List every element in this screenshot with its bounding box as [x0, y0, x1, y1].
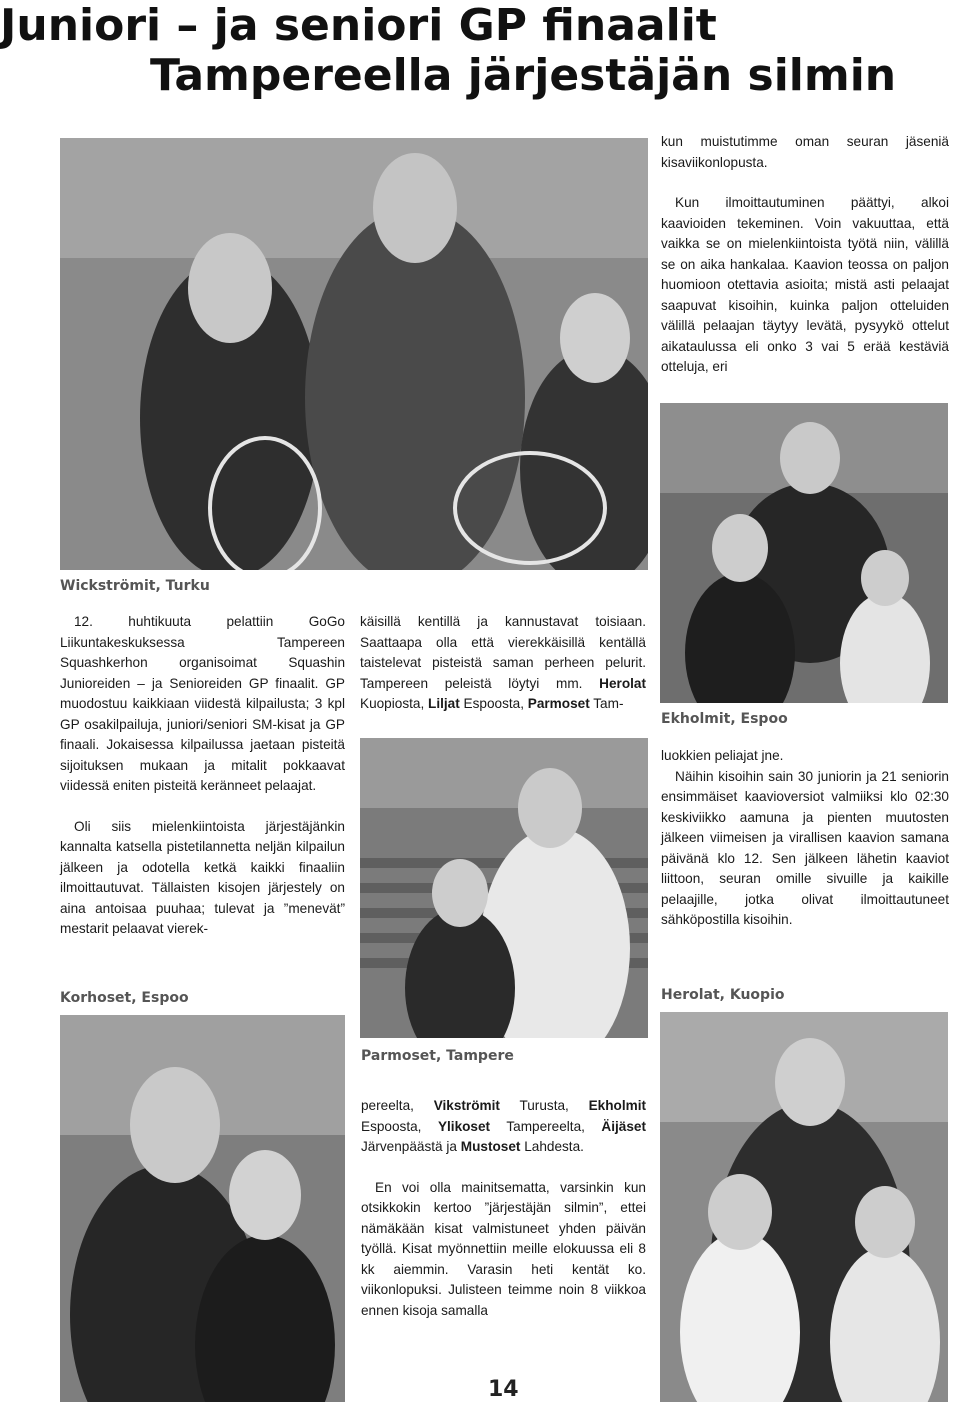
right-paragraph-3: luokkien peliajat jne.: [661, 748, 784, 763]
middle-text-a: käisillä kentillä ja kannustavat toisiaan. Saattaapa olla että vierekkäisillä kentällä taistelevat pisteistä saman perheen pelurit. Tampereen peleistä löytyi mm.: [360, 614, 646, 691]
right-column-top-text: [661, 132, 949, 378]
family-name-ekholmit: Ekholmit: [588, 1098, 646, 1113]
caption-herolat: Herolat, Kuopio: [661, 987, 785, 1003]
bottom-paragraph-1: [361, 1096, 646, 1158]
page-number: 14: [488, 1377, 519, 1402]
caption-ekholmit: Ekholmit, Espoo: [661, 711, 788, 727]
right-paragraph-4: Näihin kisoihin sain 30 juniorin ja 21 seniorin ensimmäiset kaavioversiot valmiiksi klo 02:30 keskiviikko aamuna ja pienten muutosten jälkeen viimeisen ja virallisen kaavion samana päivänä klo 12. Sen jälkeen lähetin kaaviot liittoon, seuran omille sivuille ja kaikille pelaajille, jotka olivat ilmoittautuneet sähköpostilla kisoihin.: [661, 768, 949, 927]
photo-ekholmit: [660, 403, 948, 703]
caption-korhoset: Korhoset, Espoo: [60, 990, 189, 1006]
middle-paragraph-1: [360, 612, 646, 715]
caption-wickstromit: Wickströmit, Turku: [60, 578, 210, 594]
family-name-parmoset: Parmoset: [527, 696, 590, 711]
middle-text-b: Kuopiosta,: [360, 696, 429, 711]
photo-parmoset: [360, 738, 648, 1038]
right-column-middle-text: [661, 746, 949, 931]
left-paragraph-2: Oli siis mielenkiintoista järjestäjänkin kannalta katsella pistetilannetta neljän kilpailun jälkeen ja odotella ketkä kaikki finaaliin ilmoittautuvat. Tällaisten kisojen järjestely on aina antoisaa puuhaa; tulevat ja ”menevät” mestarit pelaavat vierek-: [60, 818, 345, 936]
right-top-paragraph: kun muistutimme oman seuran jäseniä kisaviikonlopusta.: [661, 134, 949, 170]
photo-korhoset: [60, 1015, 345, 1402]
family-name-mustoset: Mustoset: [460, 1139, 521, 1154]
bottom-text-c: Espoosta,: [361, 1118, 438, 1134]
bottom-text-e: Järvenpäästä ja: [361, 1139, 461, 1154]
bottom-paragraph-2: En voi olla mainitsematta, varsinkin kun otsikkokin kertoo ”järjestäjän silmin”, ettei nämäkään kisat valmistuneet yhden päivän työllä. Kisat myönnettiin meille elokuussa eli 8 kk aiemmin. Varasin heti kentät ko. viikonlopuksi. Julisteen teimme noin 8 viikkoa ennen kisoja samalla: [361, 1179, 646, 1318]
page-title-line1: Juniori – ja seniori GP finaalit: [0, 0, 717, 51]
bottom-text-a: pereelta,: [361, 1098, 434, 1113]
bottom-text-b: Turusta,: [499, 1098, 589, 1113]
right-paragraph-2: Kun ilmoittautuminen päättyi, alkoi kaavioiden tekeminen. Voin vakuuttaa, että vaikka se on mielenkiintoista työtä niin, välillä se on aika hankalaa. Kaavion teossa on paljon huomioon otettavia asioita; mistä asti pelaajat saapuvat kisoihin, kuinka paljon otteluiden välillä pelaajan täytyy levätä, pysyykö ottelut aikataulussa eli onko 3 vai 5 erää kestäviä otteluja, eri: [661, 195, 949, 374]
family-name-ylikoset: Ylikoset: [437, 1118, 491, 1134]
middle-text-d: Tam-: [589, 696, 624, 711]
left-column-text: [60, 612, 345, 940]
photo-wickstromit: [60, 138, 648, 570]
bottom-middle-text: [361, 1096, 646, 1321]
left-paragraph-1: 12. huhtikuuta pelattiin GoGo Liikuntakeskuksessa Tampereen Squashkerhon organisoimat Squashin Junioreiden – ja Senioreiden GP finaalit. GP muodostuu kaikkiaan viidestä kilpailusta; 3 kpl GP osakilpailuja, juniori/seniori SM-kisat ja GP finaali. Jokaisessa kilpailussa jaetaan pisteitä sijoituksen mukaan ja mitalit pokkaavat viidessä eniten pisteitä keränneet pelaajat.: [60, 614, 345, 793]
family-name-vikstromit: Vikströmit: [433, 1098, 500, 1113]
page-title-line2: Tampereella järjestäjän silmin: [150, 50, 897, 101]
middle-column-text: [360, 612, 646, 715]
middle-text-c: Espoosta,: [459, 696, 528, 711]
photo-herolat: [660, 1012, 948, 1402]
bottom-text-f: Lahdesta.: [520, 1139, 584, 1154]
caption-parmoset: Parmoset, Tampere: [361, 1048, 514, 1064]
family-name-herolat: Herolat: [599, 675, 646, 691]
bottom-text-d: Tampereelta,: [490, 1118, 602, 1134]
family-name-aijaset: Äijäset: [601, 1118, 646, 1134]
family-name-liljat: Liljat: [428, 696, 460, 711]
